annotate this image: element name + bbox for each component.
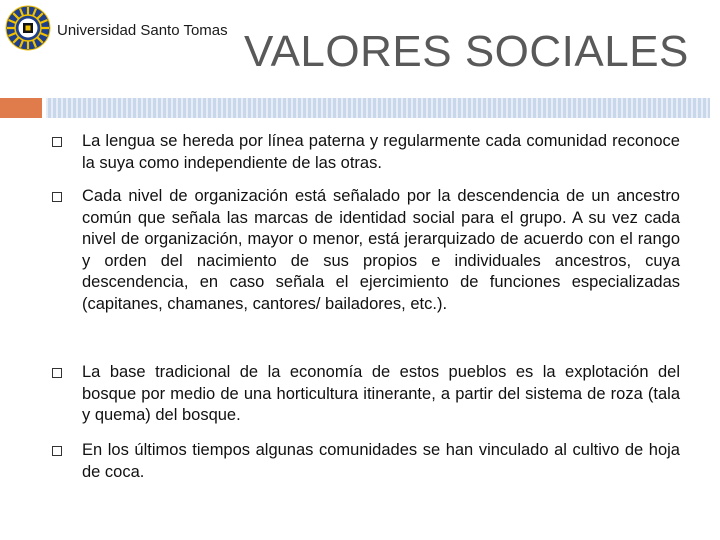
university-name: Universidad Santo Tomas bbox=[57, 22, 228, 39]
square-bullet-icon bbox=[52, 137, 62, 147]
accent-bar-blue bbox=[46, 98, 710, 118]
page-title: VALORES SOCIALES bbox=[244, 27, 689, 76]
university-seal-icon bbox=[5, 5, 51, 51]
square-bullet-icon bbox=[52, 192, 62, 202]
bullet-text: La lengua se hereda por línea paterna y regularmente cada comunidad reconoce la suya como independiente de las otras. bbox=[82, 132, 680, 172]
accent-bar-orange bbox=[0, 98, 42, 118]
bullet-item bbox=[82, 362, 680, 427]
bullet-text: En los últimos tiempos algunas comunidades se han vinculado al cultivo de hoja de coca. bbox=[82, 441, 680, 481]
bullet-text: La base tradicional de la economía de estos pueblos es la explotación del bosque por medio de una horticultura itinerante, a partir del sistema de roza (tala y quema) del bosque. bbox=[82, 363, 680, 424]
square-bullet-icon bbox=[52, 446, 62, 456]
square-bullet-icon bbox=[52, 368, 62, 378]
bullet-item bbox=[82, 186, 680, 315]
bullet-item bbox=[82, 440, 680, 483]
bullet-text: Cada nivel de organización está señalado por la descendencia de un ancestro común que señala las marcas de identidad social para el grupo. A su vez cada nivel de organización, mayor o menor, está jerarquizado de acuerdo con el rango y orden del nacimiento de sus propios e individuales ancestros, cuya descendencia, en caso señala el ejercimiento de funciones especializadas (capitanes, chamanes, cantores/ bailadores, etc.). bbox=[82, 187, 680, 313]
bullet-item bbox=[82, 131, 680, 174]
